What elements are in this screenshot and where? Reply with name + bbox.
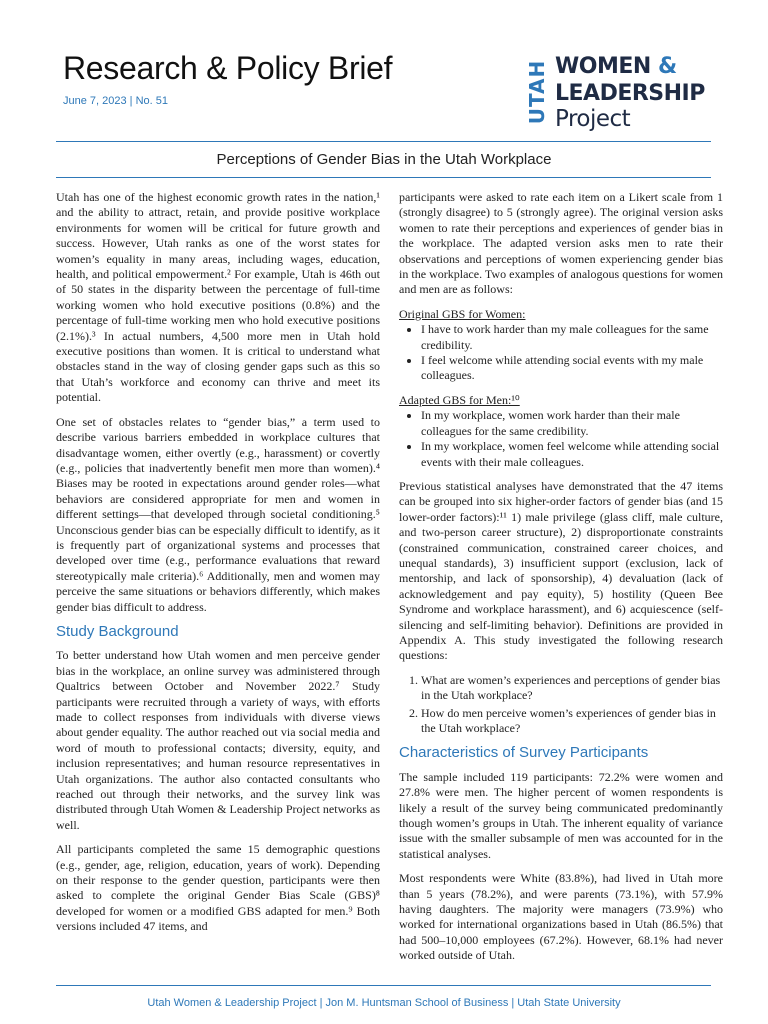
- gender-bias-paragraph: One set of obstacles relates to “gender bias,” a term used to describe various barriers embedded in workplace cultures that disadvantage women, either overtly (e.g., harassment) or covertly (e.g., policies that inadvertently benefit men more than women).⁴ Biases may be rooted in expectations around gender roles—what behaviors are considered appropriate for men and women in different settings—that developed through societal conditioning.⁵ Unconscious gender bias can be especially difficult to identify, as it is frequently part of organizational systems and processes that developed over time (e.g., performance evaluations that reward stereotypically male criteria).⁶ Additionally, men and women may perceive the same situations or behaviors differently, which makes gender bias difficult to address.: [56, 414, 380, 614]
- women-gbs-subheading: Original GBS for Women:: [399, 306, 526, 321]
- brief-title: Perceptions of Gender Bias in the Utah Workplace: [216, 151, 552, 168]
- factors-paragraph: Previous statistical analyses have demonstrated that the 47 items can be grouped into six higher-order factors of gender bias (and 15 lower-order factors):¹¹ 1) male privilege (glass cliff, male culture, and two-person career structure), 2) disproportionate constraints (constrained communication, constrained career choices, and unequal standards), 3) insufficient support (exclusion, lack of mentorship, and lack of sponsorship), 4) devaluation (lack of acknowledgement and pay equity), 5) hostility (Queen Bee Syndrome and workplace harassment), and 6) acquiescence (self-silencing and self-limiting behavior). Definitions are provided in Appendix A. This study investigated the following research questions:: [399, 478, 723, 663]
- study-background-paragraph: To better understand how Utah women and men perceive gender bias in the workplace, an online survey was administered through Qualtrics between October and November 2022.⁷ Study participants were recruited through a variety of ways, with efforts made to collect responses from individuals with diverse views about gender equality. The author reached out via social media and word of mouth to professional contacts; diversity, equity, and inclusion representatives; and human resource representatives in Utah organizations. The author also contacted consultants who reached out through their networks, and the survey link was distributed through Utah Women & Leadership Project networks as well.: [56, 648, 380, 832]
- list-item: • In my workplace, women feel welcome while attending social events with their male colleagues.: [421, 439, 723, 470]
- right-column: [399, 190, 723, 973]
- research-questions-list: [399, 673, 723, 737]
- logo-line-leadership: LEADERSHIP: [555, 81, 705, 106]
- demographics-paragraph: All participants completed the same 15 demographic questions (e.g., gender, age, religion, education, years of work). Depending on their response to the gender question, participants were then asked to complete the original Gender Bias Scale (GBS)⁸ developed for women or a modified GBS adapted for men.⁹ Both versions included 47 items, and: [56, 842, 380, 934]
- women-gbs-list: [399, 322, 723, 384]
- study-background-heading: Study Background: [56, 622, 179, 640]
- footer-rule: [56, 985, 711, 986]
- likert-paragraph: participants were asked to rate each item on a Likert scale from 1 (strongly disagree) to 5 (strongly agree). The original version asks women to rate their perceptions and experiences of gender bias in the workplace. The adapted version asks men to rate their observations and perceptions of women experiencing gender bias in the workplace. Two examples of analogous questions for women and men are as follows:: [399, 190, 723, 297]
- header-rule-bottom: [56, 177, 711, 178]
- list-item: • I have to work harder than my male colleagues for the same credibility.: [421, 322, 723, 353]
- logo-line-project: Project: [555, 106, 631, 132]
- intro-paragraph: Utah has one of the highest economic growth rates in the nation,¹ and the ability to attract, retain, and provide positive workplace environments for women will be critical for future growth and success. However, Utah ranks as one of the worst states for women’s equality in many areas, including wages, education, health, and political empowerment.² For example, Utah is 46th out of 50 states in the disparity between the percentage of full-time working women who hold executive positions (0.8%) and the percentage of full-time working men who hold executive positions (2.1%).³ In actual numbers, 4,500 more men in Utah hold executive positions than women. It is critical to understand what obstacles stand in the way of closing gender gaps such as this so that Utah’s workforce and economy can thrive and meet its potential.: [56, 190, 380, 405]
- participants-heading: Characteristics of Survey Participants: [399, 744, 649, 762]
- issue-date: June 7, 2023 | No. 51: [63, 95, 168, 107]
- list-item: 2. How do men perceive women’s experiences of gender bias in the Utah workplace?: [421, 706, 723, 737]
- men-gbs-subheading: Adapted GBS for Men:¹⁰: [399, 392, 520, 407]
- logo-utah-vertical: UTAH: [525, 59, 549, 125]
- footer: Utah Women & Leadership Project | Jon M. Huntsman School of Business | Utah State University: [147, 997, 621, 1009]
- left-column: [56, 190, 380, 944]
- respondents-paragraph: Most respondents were White (83.8%), had lived in Utah more than 5 years (78.2%), and were parents (73.1%), with 57.9% having daughters. The majority were managers (73.9%) who worked for international organizations based in Utah (86.5%) that had 500–10,000 employees (67.2%). However, 68.1% had never worked outside of Utah.: [399, 871, 723, 963]
- list-item: • I feel welcome while attending social events with my male colleagues.: [421, 353, 723, 384]
- men-gbs-list: [399, 408, 723, 470]
- header-rule-top: [56, 141, 711, 142]
- sample-paragraph: The sample included 119 participants: 72.2% were women and 27.8% were men. The higher percent of women respondents is likely a result of the survey being communicated predominantly though women’s groups in Utah. The inherent equality of variance issue with the smaller subsample of men was accounted for in the statistical analyses.: [399, 769, 723, 861]
- list-item: • In my workplace, women work harder than their male colleagues for the same credibility.: [421, 408, 723, 439]
- brief-series-title: Research & Policy Brief: [63, 50, 393, 86]
- logo-line-women: WOMEN &: [555, 54, 677, 79]
- list-item: 1. What are women’s experiences and perceptions of gender bias in the Utah workplace?: [421, 673, 723, 704]
- uwlp-logo: [527, 54, 727, 134]
